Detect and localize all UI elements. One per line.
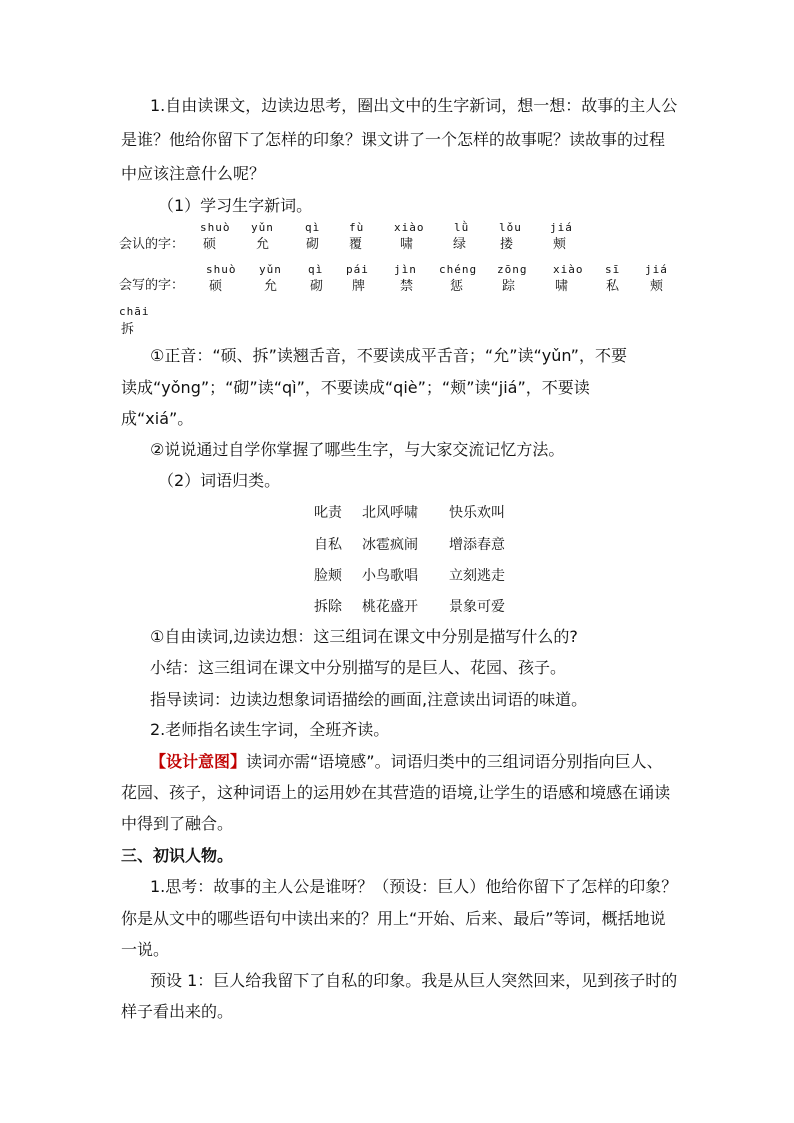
character: 硕: [203, 237, 217, 252]
character: 允: [264, 279, 278, 294]
word: 增添春意: [449, 537, 505, 553]
character: 踪: [502, 279, 516, 294]
step1-line2: 是谁？他给你留下了怎样的印象？课文讲了一个怎样的故事呢？读故事的过程: [121, 130, 666, 149]
word: 快乐欢叫: [449, 505, 505, 521]
preset-line2: 样子看出来的。: [121, 1002, 234, 1021]
pinyin: shuò: [200, 221, 231, 234]
pinyin: xiào: [553, 263, 584, 276]
word: 桃花盛开: [362, 599, 418, 615]
design-text: 读词亦需“语境感”。词语归类中的三组词语分别指向巨人、: [246, 752, 663, 771]
character: 允: [256, 237, 270, 252]
pron-line1: ①正音：“硕、拆”读翘舌音，不要读成平舌音；“允”读“yǔn”，不要: [150, 346, 627, 365]
character: 啸: [555, 279, 569, 294]
design-line3: 中得到了融合。: [121, 814, 234, 833]
character: 砌: [306, 237, 320, 252]
question-line: ①自由读词,边读边想：这三组词在课文中分别是描写什么的?: [150, 627, 578, 646]
sub-heading-2: （2）词语归类。: [158, 471, 281, 490]
pinyin: chéng: [439, 263, 478, 276]
section-heading: 三、初识人物。: [121, 846, 234, 865]
step1-line3: 中应该注意什么呢？: [121, 164, 266, 183]
character: 颊: [650, 279, 664, 294]
pinyin: fù: [349, 221, 365, 234]
character: 覆: [349, 237, 363, 252]
pinyin: xiào: [394, 221, 425, 234]
memory-line: ②说说通过自学你掌握了哪些生字，与大家交流记忆方法。: [150, 440, 565, 459]
word: 冰雹疯闹: [362, 537, 418, 553]
character: 牌: [352, 279, 366, 294]
think-line1: 1.思考：故事的主人公是谁呀？（预设：巨人）他给你留下了怎样的印象？: [150, 877, 678, 896]
pinyin: yǔn: [259, 263, 282, 276]
design-tag: 【设计意图】: [150, 752, 247, 771]
pinyin: qì: [308, 263, 324, 276]
word: 脸颊: [314, 568, 342, 584]
character: 砌: [310, 279, 324, 294]
pinyin: jiá: [550, 221, 573, 234]
pinyin: jìn: [394, 263, 417, 276]
pinyin: sī: [605, 263, 621, 276]
character: 拆: [121, 322, 135, 337]
pinyin: lǒu: [499, 221, 522, 234]
character: 啸: [400, 237, 414, 252]
pron-line2: 读成“yǒng”；“砌”读“qì”，不要读成“qiè”；“颊”读“jiá”，不要读: [121, 378, 590, 397]
character: 搂: [500, 237, 514, 252]
summary-line: 小结：这三组词在课文中分别描写的是巨人、花园、孩子。: [150, 658, 567, 677]
step1-line1: 1.自由读课文，边读边思考，圈出文中的生字新词，想一想：故事的主人公: [150, 96, 678, 115]
design-line2: 花园、孩子，这种词语上的运用妙在其营造的语境,让学生的语感和境感在诵读: [121, 783, 671, 802]
character: 颊: [553, 237, 567, 252]
pron-line3: 成“xiá”。: [121, 409, 194, 428]
word: 拆除: [314, 599, 342, 615]
word: 叱责: [314, 505, 342, 521]
write-label: 会写的字：: [119, 278, 185, 293]
word: 自私: [314, 537, 342, 553]
pinyin: shuò: [206, 263, 237, 276]
character: 惩: [450, 279, 464, 294]
character: 硕: [209, 279, 223, 294]
pinyin: jiá: [645, 263, 668, 276]
pinyin: qì: [305, 221, 321, 234]
sub-heading-1: （1）学习生字新词。: [158, 196, 313, 215]
step2-line: 2.老师指名读生字词，全班齐读。: [150, 720, 390, 739]
character: 绿: [453, 237, 467, 252]
think-line3: 一说。: [121, 940, 170, 959]
pinyin: lǜ: [454, 221, 470, 234]
pinyin: chāi: [119, 305, 150, 318]
recognize-label: 会认的字：: [119, 237, 185, 252]
guide-line: 指导读词：边读边想象词语描绘的画面,注意读出词语的味道。: [150, 690, 588, 709]
pinyin: yǔn: [251, 221, 274, 234]
word: 立刻逃走: [449, 568, 505, 584]
word: 小鸟歌唱: [362, 568, 418, 584]
word: 北风呼啸: [362, 505, 418, 521]
design-line1: [150, 752, 710, 772]
think-line2: 你是从文中的哪些语句中读出来的？用上“开始、后来、最后”等词，概括地说: [121, 909, 666, 928]
pinyin: zōng: [497, 263, 528, 276]
character: 禁: [400, 279, 414, 294]
pinyin: pái: [346, 263, 369, 276]
preset-line1: 预设 1：巨人给我留下了自私的印象。我是从巨人突然回来，见到孩子时的: [150, 971, 678, 990]
character: 私: [606, 279, 620, 294]
word: 景象可爱: [449, 599, 505, 615]
